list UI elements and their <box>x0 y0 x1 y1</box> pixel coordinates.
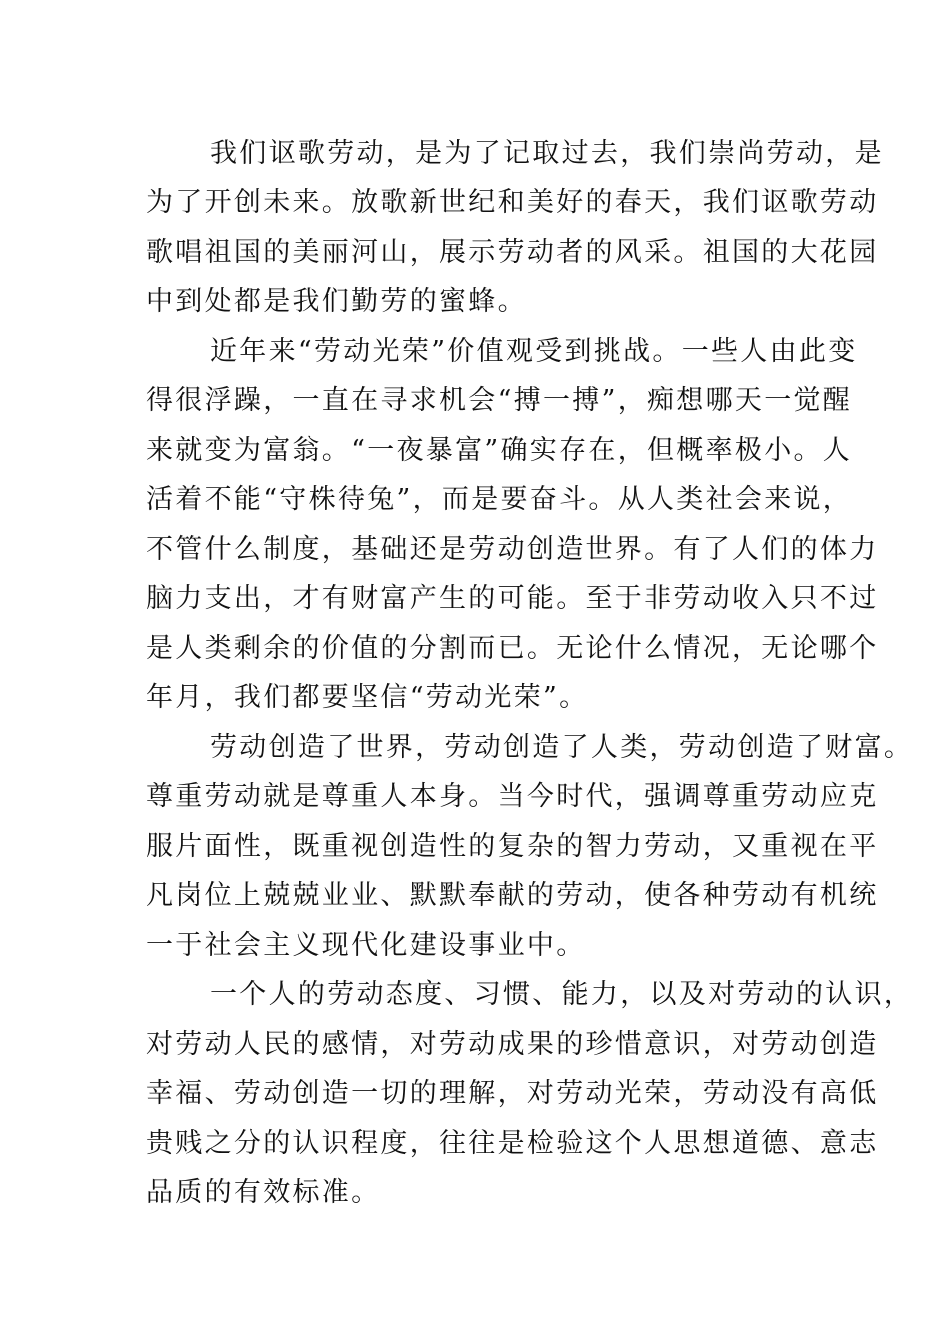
text-line: 歌唱祖国的美丽河山，展示劳动者的风采。祖国的大花园 <box>146 237 879 268</box>
text-line: 得很浮躁，一直在寻求机会“搏一搏”，痴想哪天一觉醒 <box>146 385 853 416</box>
text-line: 我们讴歌劳动，是为了记取过去，我们崇尚劳动，是 <box>210 138 884 169</box>
text-line: 不管什么制度，基础还是劳动创造世界。有了人们的体力 <box>146 534 879 565</box>
text-line: 一于社会主义现代化建设事业中。 <box>146 930 586 961</box>
text-line: 中到处都是我们勤劳的蜜蜂。 <box>146 286 527 317</box>
text-line: 劳动创造了世界，劳动创造了人类，劳动创造了财富。 <box>210 732 914 763</box>
text-line: 为了开创未来。放歌新世纪和美好的春天，我们讴歌劳动 <box>146 187 879 218</box>
text-line: 贵贱之分的认识程度，往往是检验这个人思想道德、意志 <box>146 1128 879 1159</box>
text-line: 一个人的劳动态度、习惯、能力，以及对劳动的认识， <box>210 979 914 1010</box>
text-line: 来就变为富翁。“一夜暴富”确实存在，但概率极小。人 <box>146 435 853 466</box>
text-line: 凡岗位上兢兢业业、默默奉献的劳动，使各种劳动有机统 <box>146 880 879 911</box>
text-line: 脑力支出，才有财富产生的可能。至于非劳动收入只不过 <box>146 583 879 614</box>
text-line: 活着不能“守株待兔”，而是要奋斗。从人类社会来说， <box>146 484 853 515</box>
text-line: 是人类剩余的价值的分割而已。无论什么情况，无论哪个 <box>146 633 879 664</box>
text-line: 服片面性，既重视创造性的复杂的智力劳动，又重视在平 <box>146 831 879 862</box>
text-line: 尊重劳动就是尊重人本身。当今时代，强调尊重劳动应克 <box>146 781 879 812</box>
text-line: 对劳动人民的感情，对劳动成果的珍惜意识，对劳动创造 <box>146 1029 879 1060</box>
text-line: 幸福、劳动创造一切的理解，对劳动光荣，劳动没有高低 <box>146 1078 879 1109</box>
text-line: 近年来“劳动光荣”价值观受到挑战。一些人由此变 <box>210 336 858 367</box>
text-line: 年月，我们都要坚信“劳动光荣”。 <box>146 682 589 713</box>
text-line: 品质的有效标准。 <box>146 1177 381 1208</box>
